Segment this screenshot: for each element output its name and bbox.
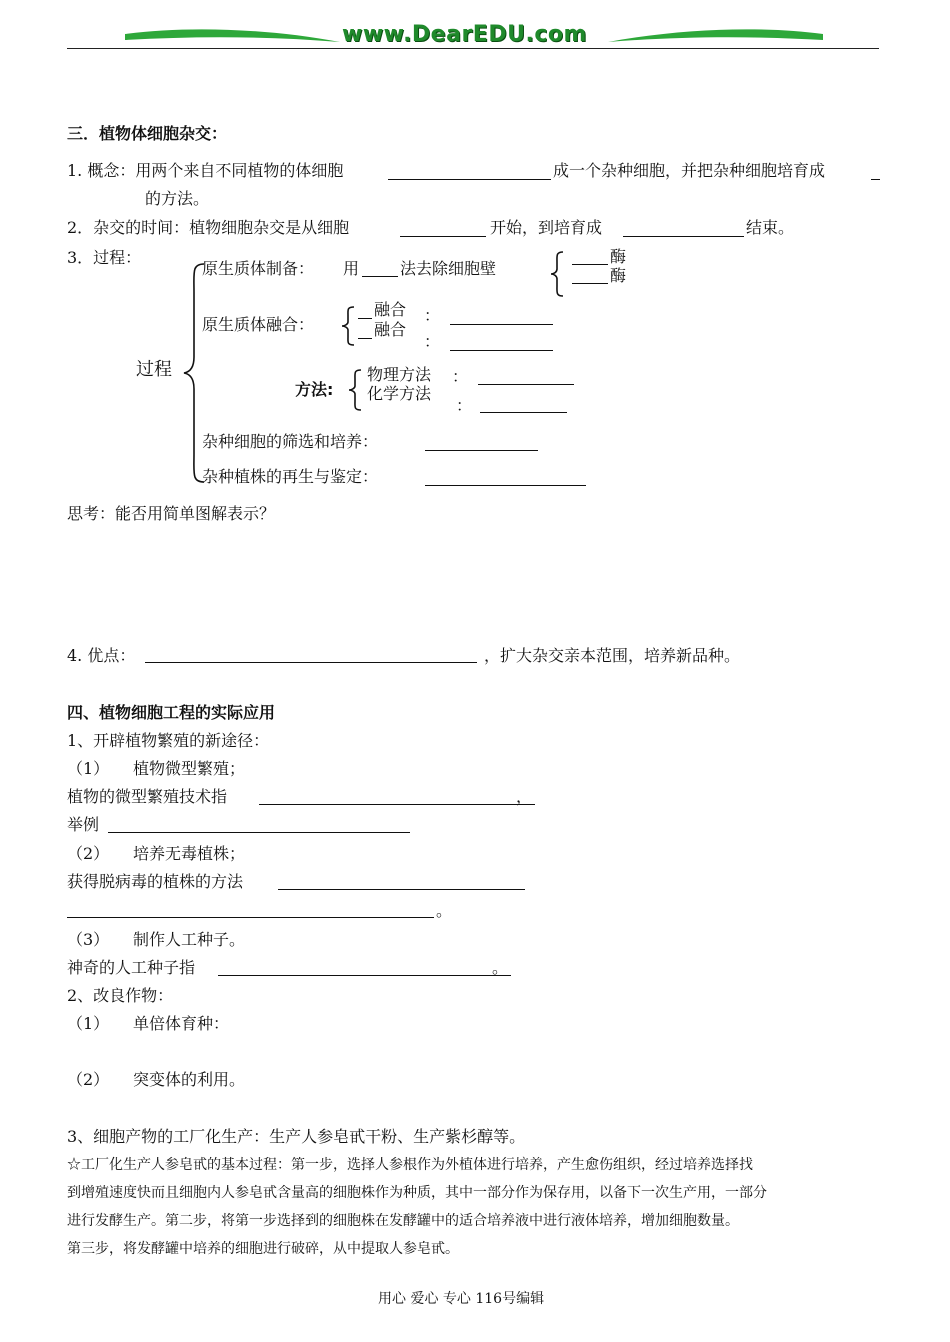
think-question: 思考：能否用简单图解表示？ [67,504,276,523]
chemical-method: 化学方法 [367,384,432,403]
fusion-brace [340,305,356,347]
item1-text-a: 1. 概念：用两个来自不同植物的体细胞 [67,161,344,180]
p3-heading: 3、细胞产物的工厂化生产：生产人参皂甙干粉、生产紫杉醇等。 [67,1127,526,1146]
step1-label: 原生质体制备： [202,259,315,278]
p1-1-num: （1） [67,759,110,778]
blank-line[interactable] [259,804,535,805]
blank-line[interactable] [358,318,372,319]
p1-3-num: （3） [67,930,110,949]
item2-text-b: 开始，到培育成 [490,218,603,237]
p2-1-text: 单倍体育种： [133,1014,230,1033]
p1-3-text: 制作人工种子。 [133,930,246,949]
note-line-1: ☆工厂化生产人参皂甙的基本过程：第一步，选择人参根作为外植体进行培养，产生愈伤组织，经过培养选择找 [67,1157,753,1173]
artificial-seed-def: 神奇的人工种子指 [67,958,196,977]
item2-text-a: 2．杂交的时间：植物细胞杂交是从细胞 [67,218,350,237]
p2-1-num: （1） [67,1014,110,1033]
item4-text-a: 4. 优点： [67,646,136,665]
blank-line[interactable] [108,832,410,833]
blank-line[interactable] [425,450,538,451]
section4-title: 四、植物细胞工程的实际应用 [67,703,276,722]
site-logo: www.DearEDU.com [342,22,587,47]
step3-label: 杂种细胞的筛选和培养： [202,432,379,451]
section3-title: 三．植物体细胞杂交： [67,124,228,143]
fusion-type-1: 融合 [374,300,407,319]
blank-line[interactable] [67,917,434,918]
blank-line[interactable] [278,889,525,890]
blank-line[interactable] [480,412,567,413]
item3-text: 3．过程： [67,248,142,267]
item1-text-c: 的方法。 [145,189,210,208]
blank-line[interactable] [478,384,574,385]
blank-line[interactable] [450,350,553,351]
virus-free-method: 获得脱病毒的植株的方法 [67,872,244,891]
item4-text-b: ，扩大杂交亲本范围，培养新品种。 [484,646,741,665]
enzyme-1: 酶 [610,247,627,266]
item2-text-c: 结束。 [746,218,795,237]
period: 。 [436,901,453,920]
enzyme-brace [548,250,566,298]
header-rule [67,48,879,49]
p1-1-text: 植物微型繁殖； [133,759,246,778]
blank-line[interactable] [425,485,586,486]
micro-definition: 植物的微型繁殖技术指 [67,787,228,806]
p2-2-num: （2） [67,1070,110,1089]
step1-use: 用 [343,259,360,278]
blank-line[interactable] [358,338,372,339]
right-swoosh-decoration [608,26,823,48]
p1-2-num: （2） [67,844,110,863]
blank-line[interactable] [218,975,511,976]
step1-method: 法去除细胞壁 [400,259,497,278]
example-label: 举例 [67,815,100,834]
step4-label: 杂种植株的再生与鉴定： [202,467,379,486]
blank-line[interactable] [623,236,744,237]
method-label: 方法: [295,380,334,399]
p2-heading: 2、改良作物： [67,986,174,1005]
period: 。 [492,958,509,977]
p1-2-text: 培养无毒植株； [133,844,246,863]
blank-line[interactable] [400,236,486,237]
blank-line[interactable] [572,283,608,284]
enzyme-2: 酶 [610,266,627,285]
left-swoosh-decoration [125,26,340,48]
fusion-type-2: 融合 [374,320,407,339]
colon: ： [424,332,441,351]
blank-line[interactable] [450,324,553,325]
blank-line[interactable] [145,662,477,663]
colon: ： [452,367,469,386]
blank-line[interactable] [388,179,551,180]
note-line-2: 到增殖速度快而且细胞内人参皂甙含量高的细胞株作为种质，其中一部分作为保存用，以备下一次生产用，一部分 [67,1185,767,1201]
process-label: 过程 [136,359,172,380]
p2-2-text: 突变体的利用。 [133,1070,246,1089]
note-line-4: 第三步，将发酵罐中培养的细胞进行破碎，从中提取人参皂甙。 [67,1241,459,1257]
blank-line[interactable] [871,179,880,180]
colon: ： [424,306,441,325]
item1-text-b: 成一个杂种细胞，并把杂种细胞培育成 [553,161,826,180]
blank-line[interactable] [362,276,398,277]
p1-heading: 1、开辟植物繁殖的新途径： [67,731,270,750]
step2-label: 原生质体融合： [202,315,315,334]
footer-text: 用心 爱心 专心 116号编辑 [378,1291,545,1307]
method-brace [346,368,364,412]
physical-method: 物理方法 [367,365,432,384]
note-line-3: 进行发酵生产。第二步，将第一步选择到的细胞株在发酵罐中的适合培养液中进行液体培养，增加细胞数量。 [67,1213,739,1229]
blank-line[interactable] [572,264,608,265]
comma: ， [516,787,533,806]
colon: ： [456,396,473,415]
